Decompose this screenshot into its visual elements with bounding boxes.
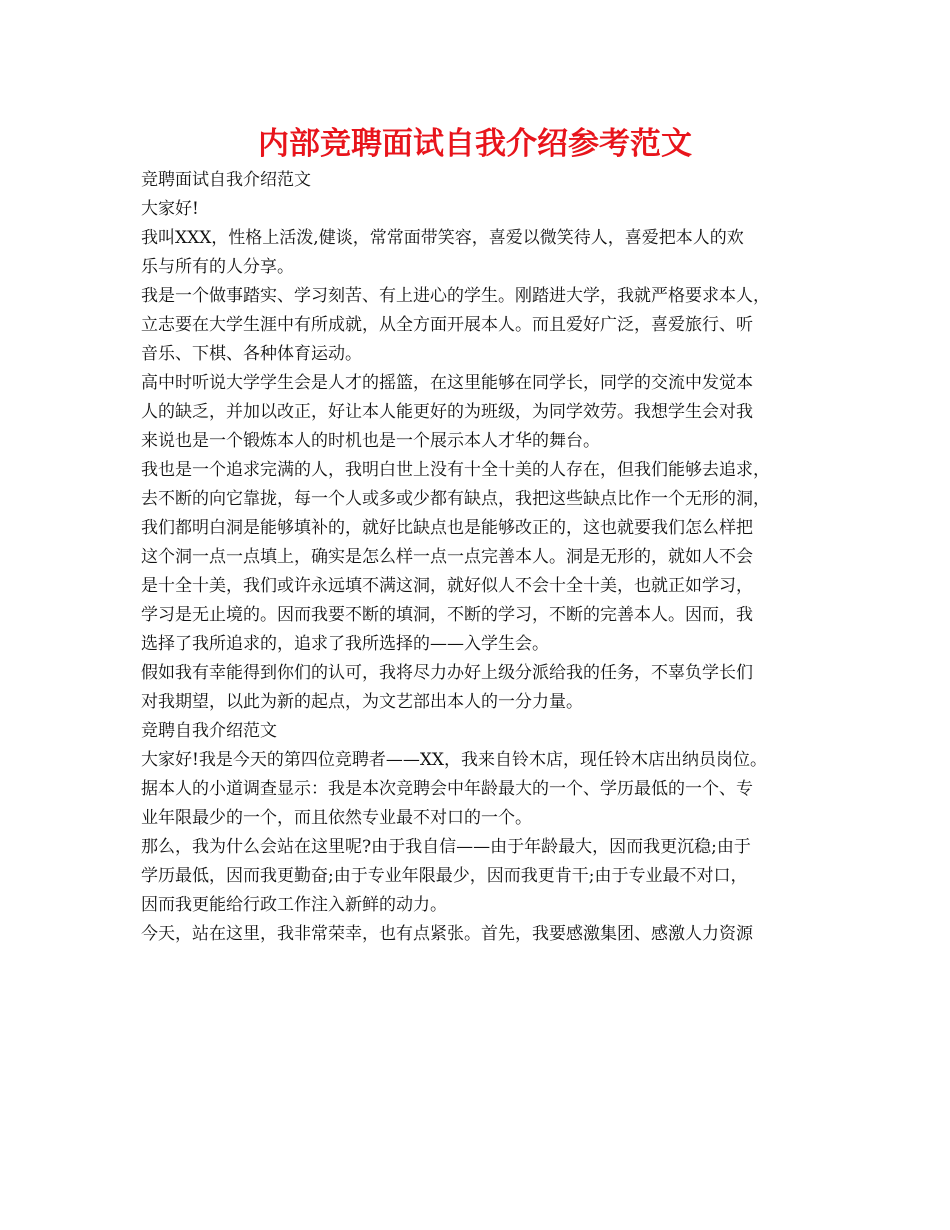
text-line: 竞聘自我介绍范文 xyxy=(141,721,277,741)
text-line: 我叫XXX，性格上活泼,健谈，常常面带笑容，喜爱以微笑待人，喜爱把本人的欢 xyxy=(141,228,744,248)
text-line: 学历最低，因而我更勤奋;由于专业年限最少，因而我更肯干;由于专业最不对口， xyxy=(141,866,748,886)
text-line: 大家好!我是今天的第四位竞聘者——XX，我来自铃木店，现任铃木店出纳员岗位。 xyxy=(141,750,768,770)
text-line: 我也是一个追求完满的人，我明白世上没有十全十美的人存在，但我们能够去追求， xyxy=(141,460,770,480)
text-line: 对我期望，以此为新的起点，为文艺部出本人的一分力量。 xyxy=(141,692,583,712)
text-line: 竞聘面试自我介绍范文 xyxy=(141,170,311,190)
text-line: 是十全十美，我们或许永远填不满这洞，就好似人不会十全十美，也就正如学习， xyxy=(141,576,753,596)
text-line: 音乐、下棋、各种体育运动。 xyxy=(141,344,362,364)
text-line: 因而我更能给行政工作注入新鲜的动力。 xyxy=(141,895,447,915)
text-line: 高中时听说大学学生会是人才的摇篮，在这里能够在同学长，同学的交流中发觉本 xyxy=(141,373,753,393)
text-line: 去不断的向它靠拢，每一个人或多或少都有缺点，我把这些缺点比作一个无形的洞， xyxy=(141,489,770,509)
text-line: 我们都明白洞是能够填补的，就好比缺点也是能够改正的，这也就要我们怎么样把 xyxy=(141,518,753,538)
text-line: 乐与所有的人分享。 xyxy=(141,257,294,277)
text-line: 假如我有幸能得到你们的认可，我将尽力办好上级分派给我的任务，不辜负学长们 xyxy=(141,663,753,683)
text-line: 这个洞一点一点填上，确实是怎么样一点一点完善本人。洞是无形的，就如人不会 xyxy=(141,547,753,567)
document-body xyxy=(141,166,824,949)
text-line: 立志要在大学生涯中有所成就，从全方面开展本人。而且爱好广泛，喜爱旅行、听 xyxy=(141,315,753,335)
text-line: 选择了我所追求的，追求了我所选择的——入学生会。 xyxy=(141,634,549,654)
text-line: 据本人的小道调查显示：我是本次竞聘会中年龄最大的一个、学历最低的一个、专 xyxy=(141,779,753,799)
text-line: 今天，站在这里，我非常荣幸，也有点紧张。首先，我要感激集团、感激人力资源 xyxy=(141,924,753,944)
document-title: 内部竞聘面试自我介绍参考范文 xyxy=(258,126,692,162)
text-line: 大家好! xyxy=(141,199,199,219)
text-line: 来说也是一个锻炼本人的时机也是一个展示本人才华的舞台。 xyxy=(141,431,600,451)
text-line: 人的缺乏，并加以改正，好让本人能更好的为班级，为同学效劳。我想学生会对我 xyxy=(141,402,753,422)
text-line: 业年限最少的一个，而且依然专业最不对口的一个。 xyxy=(141,808,532,828)
text-line: 我是一个做事踏实、学习刻苦、有上进心的学生。刚踏进大学，我就严格要求本人， xyxy=(141,286,770,306)
text-line: 那么，我为什么会站在这里呢?由于我自信——由于年龄最大，因而我更沉稳;由于 xyxy=(141,837,751,857)
text-line: 学习是无止境的。因而我要不断的填洞，不断的学习，不断的完善本人。因而，我 xyxy=(141,605,753,625)
